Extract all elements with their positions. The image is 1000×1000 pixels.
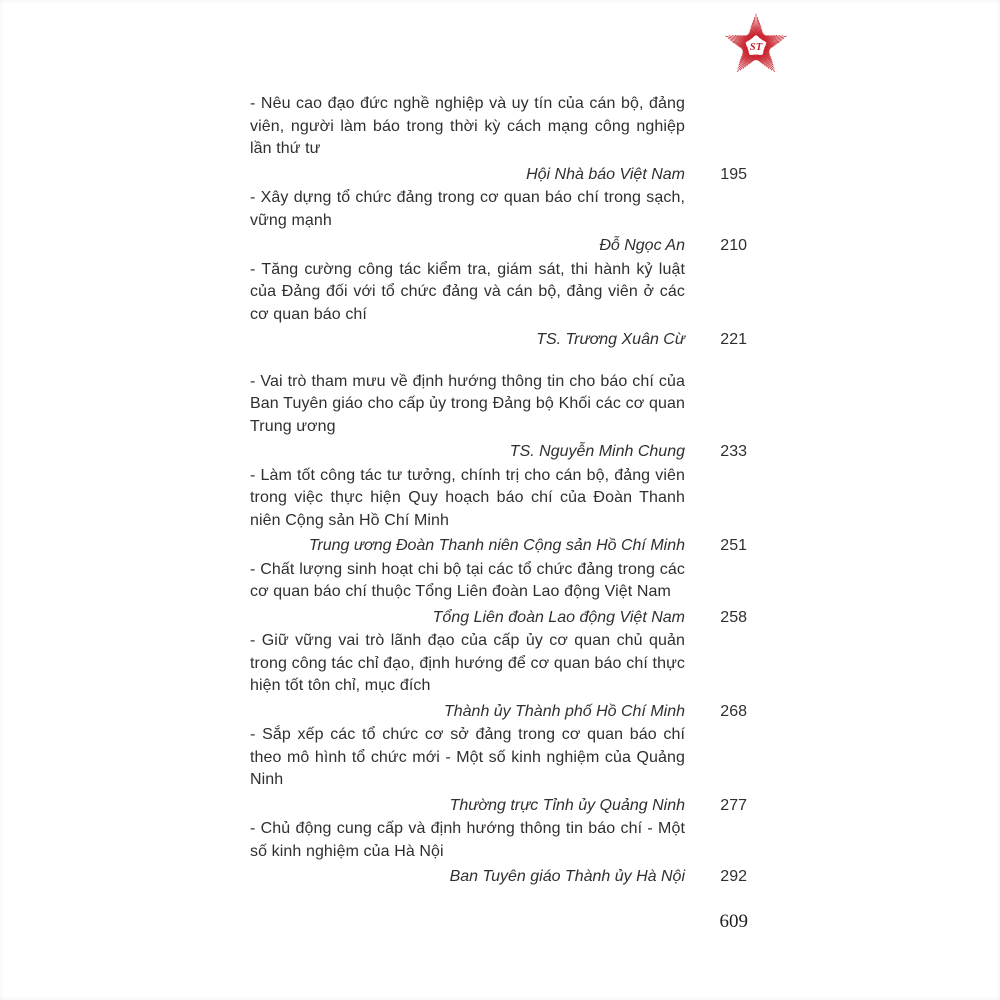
logo-monogram: ST — [749, 41, 763, 53]
toc-entry-page-number: 210 — [720, 237, 747, 254]
toc-entry-title: - Tăng cường công tác kiểm tra, giám sát, thi hành kỷ luật của Đảng đối với tổ chức đảng và cán bộ, đảng viên ở các cơ quan báo chí — [250, 260, 685, 323]
toc-entry-author: Thường trực Tỉnh ủy Quảng Ninh — [449, 796, 685, 814]
toc-entry-byline — [250, 607, 747, 630]
toc-entry-page-number: 292 — [720, 868, 747, 885]
toc-entry — [250, 371, 747, 464]
toc-entry — [250, 259, 747, 352]
folio-page-number: 609 — [719, 911, 748, 932]
toc-entry-author: Đỗ Ngọc An — [599, 237, 685, 254]
toc-entry — [250, 818, 747, 889]
toc-entry-author: TS. Trương Xuân Cừ — [536, 331, 685, 348]
toc-entry-title: - Vai trò tham mưu về định hướng thông tin cho báo chí của Ban Tuyên giáo cho cấp ủy trong Đảng bộ Khối các cơ quan Trung ương — [250, 372, 685, 435]
toc-entry-author: Trung ương Đoàn Thanh niên Cộng sản Hồ Chí Minh — [308, 537, 685, 554]
toc-entry-byline — [250, 235, 747, 258]
toc-entry-author: Ban Tuyên giáo Thành ủy Hà Nội — [449, 868, 685, 885]
publisher-starburst-logo-icon — [722, 12, 790, 80]
toc-entry-byline — [250, 866, 747, 889]
toc-entry-title: - Chủ động cung cấp và định hướng thông tin báo chí - Một số kinh nghiệm của Hà Nội — [250, 820, 685, 860]
toc-entry-title: - Giữ vững vai trò lãnh đạo của cấp ủy cơ quan chủ quản trong công tác chỉ đạo, định hướng để cơ quan báo chí thực hiện tốt tôn chỉ, mục đích — [250, 632, 685, 694]
toc-entry-page-number: 258 — [720, 608, 747, 626]
table-of-contents — [250, 93, 747, 890]
toc-entry-byline — [250, 441, 747, 464]
toc-entry-byline — [250, 795, 747, 818]
toc-entry — [250, 724, 747, 817]
toc-entry — [250, 93, 747, 186]
toc-entry-page-number: 221 — [720, 331, 747, 348]
toc-entry-title: - Chất lượng sinh hoạt chi bộ tại các tổ chức đảng trong các cơ quan báo chí thuộc Tổng Liên đoàn Lao động Việt Nam — [250, 560, 685, 600]
toc-entry-title: - Xây dựng tổ chức đảng trong cơ quan báo chí trong sạch, vững mạnh — [250, 189, 685, 229]
toc-entry-page-number: 195 — [720, 165, 747, 183]
toc-entry-byline — [250, 535, 747, 558]
toc-entry — [250, 559, 747, 630]
toc-entry-author: TS. Nguyễn Minh Chung — [509, 443, 685, 460]
toc-entry-byline — [250, 164, 747, 187]
toc-entry-author: Hội Nhà báo Việt Nam — [526, 165, 685, 183]
toc-entry-author: Tổng Liên đoàn Lao động Việt Nam — [432, 608, 685, 626]
toc-entry — [250, 465, 747, 558]
toc-entry-title: - Làm tốt công tác tư tưởng, chính trị cho cán bộ, đảng viên trong việc thực hiện Quy hoạch báo chí của Đoàn Thanh niên Cộng sản Hồ Chí Minh — [250, 466, 685, 529]
toc-entry-page-number: 233 — [720, 443, 747, 460]
toc-entry-byline — [250, 329, 747, 352]
toc-entry-byline — [250, 701, 747, 724]
starburst-svg — [722, 12, 790, 80]
toc-entry-page-number: 251 — [720, 537, 747, 554]
toc-entry-title: - Nêu cao đạo đức nghề nghiệp và uy tín của cán bộ, đảng viên, người làm báo trong thời kỳ cách mạng công nghiệp lần thứ tư — [250, 95, 685, 157]
toc-entry-author: Thành ủy Thành phố Hồ Chí Minh — [443, 702, 685, 720]
toc-entry — [250, 187, 747, 258]
toc-entry-page-number: 277 — [720, 796, 747, 814]
toc-entry-page-number: 268 — [720, 702, 747, 720]
toc-entry-title: - Sắp xếp các tổ chức cơ sở đảng trong cơ quan báo chí theo mô hình tổ chức mới - Một số kinh nghiệm của Quảng Ninh — [250, 726, 685, 788]
toc-entry — [250, 630, 747, 723]
